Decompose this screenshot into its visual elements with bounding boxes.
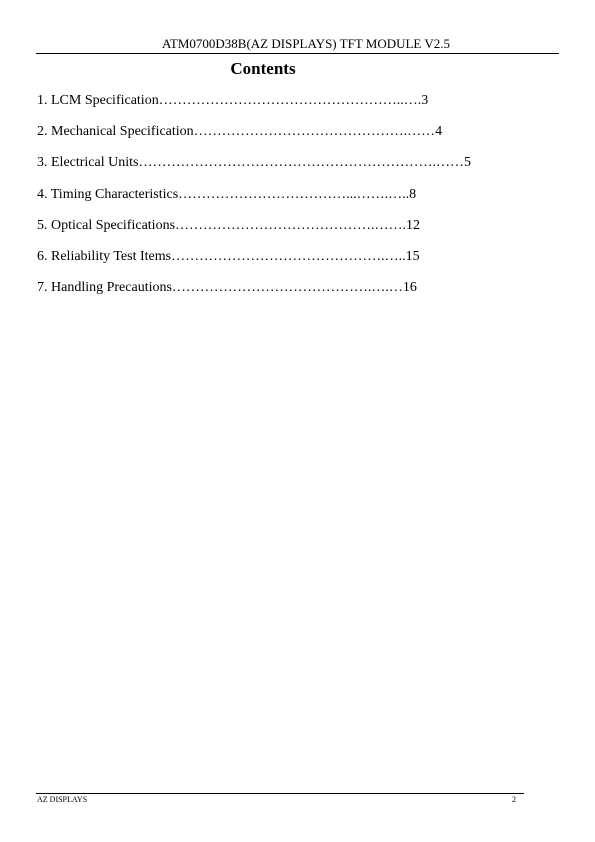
document-title: ATM0700D38B(AZ DISPLAYS) TFT MODULE V2.5 [161,36,451,51]
table-of-contents [37,91,471,309]
toc-entry-timing-characteristics: 4. Timing Characteristics………………………………...…….…..8 [37,186,417,202]
footer-page-number: 2 [512,795,516,804]
toc-entry-mechanical-specification: 2. Mechanical Specification……………………………………….……4 [37,124,443,140]
toc-entry-optical-specifications: 5. Optical Specifications…………………………………….…….12 [37,217,421,233]
page-footer [36,793,524,804]
toc-entry-lcm-specification: 1. LCM Specification……………………………………………..….3 [37,93,429,108]
toc-entry-reliability-test-items: 6. Reliability Test Items……………………………………….…..15 [37,248,420,264]
page-header [36,35,559,54]
toc-entry-electrical-units: 3. Electrical Units……………………………………………………….……5 [37,155,471,171]
footer-company: AZ DISPLAYS [37,795,88,804]
contents-heading: Contents [230,59,296,78]
toc-entry-handling-precautions: 7. Handling Precautions…………………………………….….…16 [37,280,417,296]
